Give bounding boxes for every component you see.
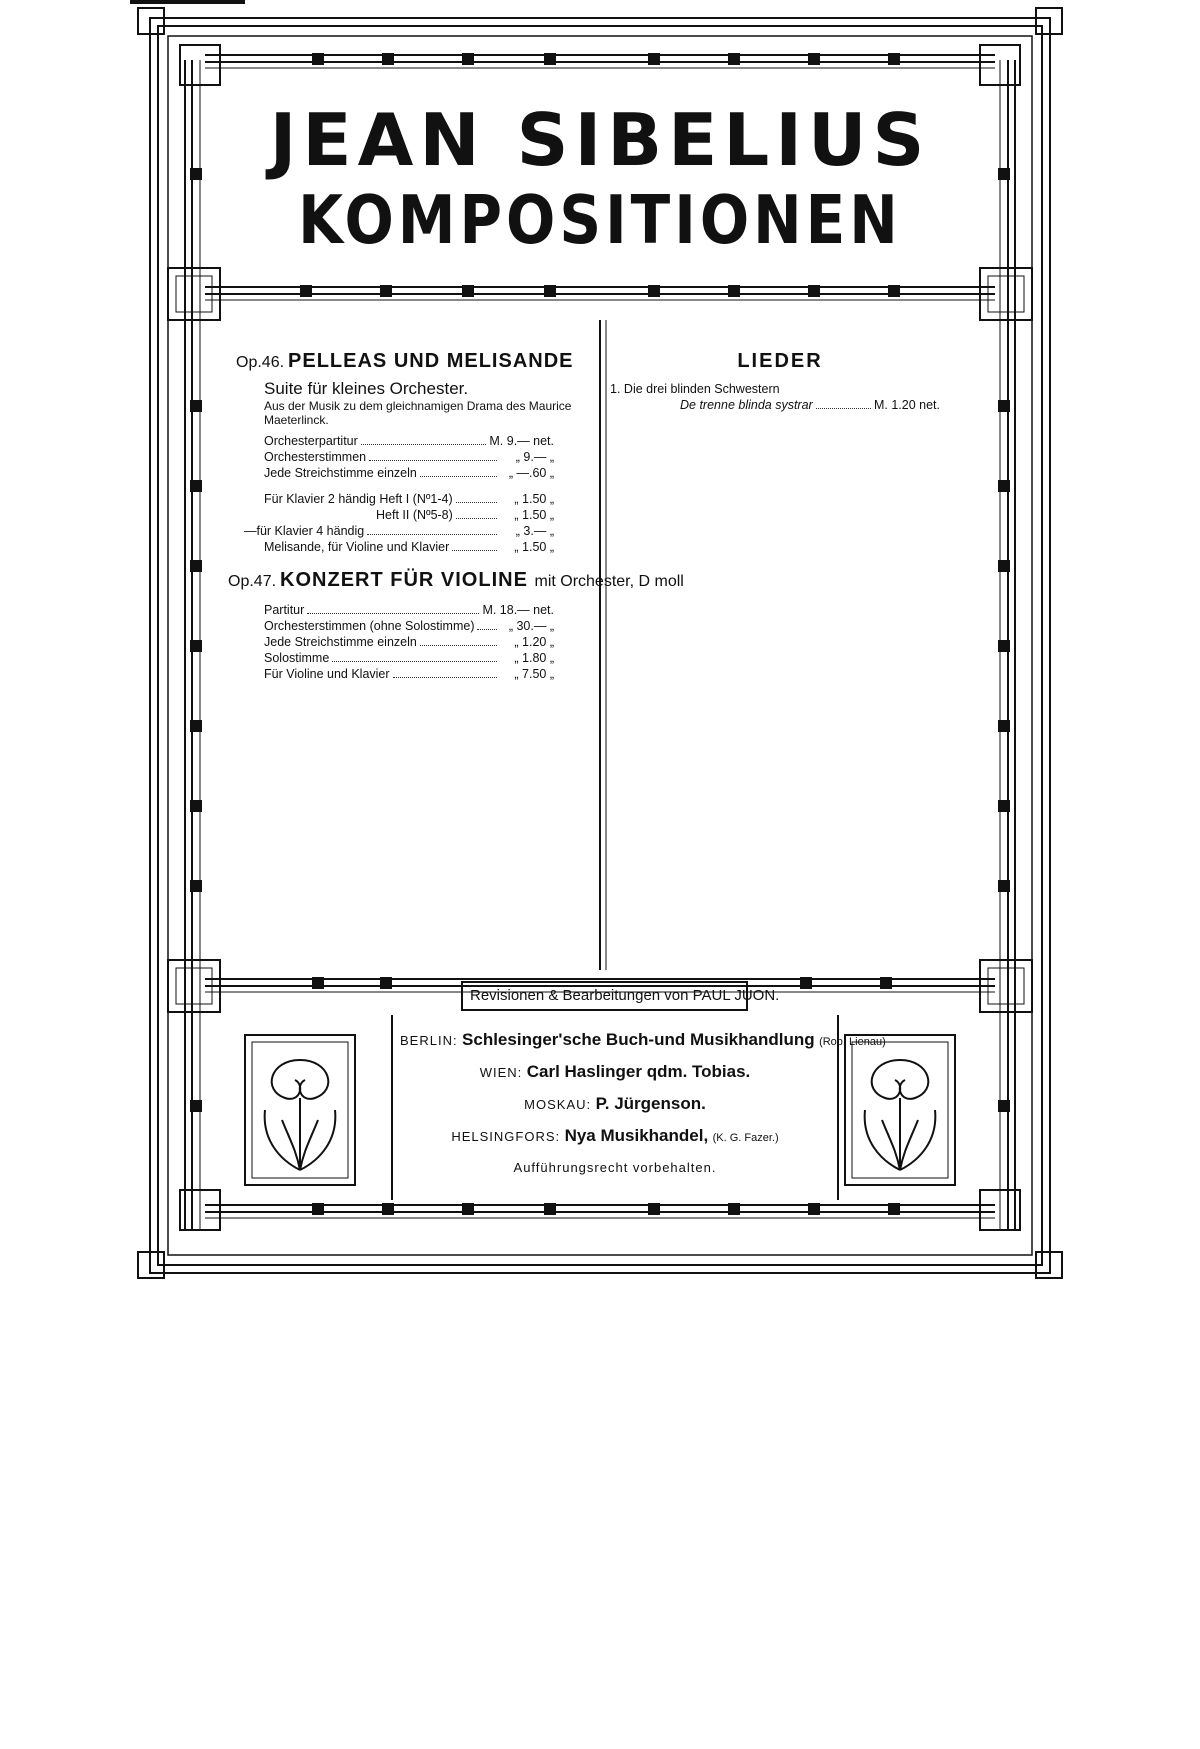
publisher-line: BERLIN: Schlesinger'sche Buch-und Musikhandlung (Rob. Lienau)	[400, 1030, 886, 1049]
op47-number: Op.47.	[228, 573, 277, 590]
price-row: Jede Streichstimme einzeln „ 1.20 „	[264, 635, 554, 649]
price-row: Für Klavier 2 händig Heft I (Nº1-4) „ 1.50 „	[264, 492, 554, 506]
publisher-line: HELSINGFORS: Nya Musikhandel, (K. G. Fazer.)	[451, 1126, 779, 1145]
op47-heading	[228, 569, 684, 592]
price-row: —für Klavier 4 händig „ 3.— „	[244, 524, 554, 538]
op46-title: PELLEAS UND MELISANDE	[288, 350, 574, 372]
price-row: Für Violine und Klavier „ 7.50 „	[264, 667, 554, 681]
price-row: Heft II (Nº5-8) „ 1.50 „	[376, 508, 554, 522]
price-row: Jede Streichstimme einzeln „ —.60 „	[264, 466, 554, 480]
lied-number: 1.	[610, 382, 621, 396]
price-row: Orchesterstimmen (ohne Solostimme) „ 30.— „	[264, 619, 554, 633]
op46-number: Op.46.	[236, 354, 285, 371]
op46-note: Aus der Musik zu dem gleichnamigen Drama des Maurice Maeterlinck.	[264, 399, 572, 427]
op46-heading	[236, 350, 596, 373]
price-row: Solostimme „ 1.80 „	[264, 651, 554, 665]
price-row: Partitur M. 18.— net.	[264, 603, 554, 617]
publisher-line: MOSKAU: P. Jürgenson.	[524, 1094, 706, 1113]
price-row: Orchesterstimmen „ 9.— „	[264, 450, 554, 464]
price-row: Orchesterpartitur M. 9.— net.	[264, 434, 554, 448]
lied-subtitle: De trenne blinda systrar	[680, 398, 813, 412]
lied-subtitle-row	[680, 397, 940, 413]
op47-title: KONZERT FÜR VIOLINE	[280, 569, 528, 591]
left-column	[228, 350, 684, 682]
composer-title: JEAN SIBELIUS	[269, 98, 931, 182]
price-row: Melisande, für Violine und Klavier „ 1.50 „	[264, 540, 554, 554]
lieder-heading: LIEDER	[737, 350, 823, 372]
lied-price: M. 1.20 net.	[873, 398, 940, 412]
revisions-note: Revisionen & Bearbeitungen von PAUL JUON.	[470, 987, 780, 1004]
op47-title-rest: mit Orchester, D moll	[534, 573, 684, 590]
op46-subtitle: Suite für kleines Orchester.	[264, 379, 469, 398]
rights-notice: Aufführungsrecht vorbehalten.	[513, 1160, 717, 1175]
lied-title: Die drei blinden Schwestern	[623, 382, 780, 396]
publisher-line: WIEN: Carl Haslinger qdm. Tobias.	[479, 1062, 751, 1081]
compositions-title: KOMPOSITIONEN	[298, 180, 902, 260]
right-column	[610, 350, 970, 413]
lied-item	[610, 381, 970, 397]
top-rule	[130, 0, 245, 4]
